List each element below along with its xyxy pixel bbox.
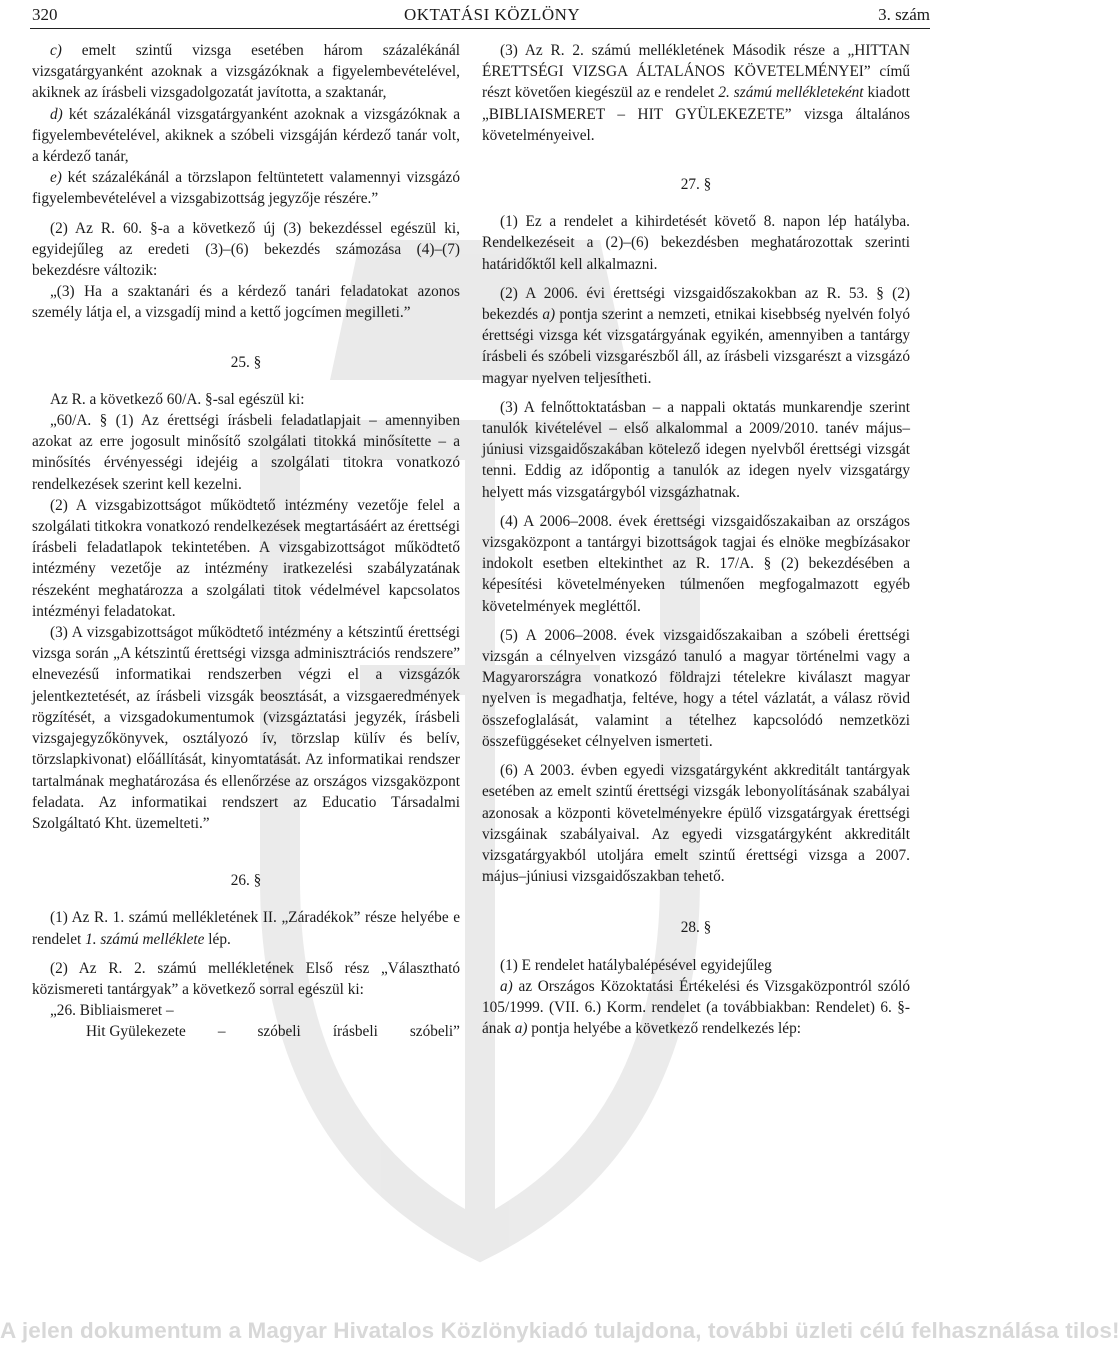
- section-28-para-1: (1) E rendelet hatálybalépésével egyidejűleg: [500, 956, 772, 974]
- section-26-line-1: „26. Bibliaismeret –: [50, 1002, 174, 1020]
- left-column: [32, 40, 460, 1043]
- copyright-footer: A jelen dokumentum a Magyar Hivatalos Közlönykiadó tulajdona, további üzleti célú felhasználása tilos!: [0, 1318, 1120, 1343]
- paragraph-quote-3: „(3) Ha a szaktanári és a kérdező tanári feladatokat azonos személy látja el, a vizsgadíj mind a kettő jogcímen megilleti.”: [32, 283, 460, 322]
- section-25-intro: Az R. a következő 60/A. §-sal egészül ki:: [50, 390, 305, 408]
- section-25-para-3: (3) A vizsgabizottságot működtető intézmény a kétszintű érettségi vizsga során „A kétszintű érettségi vizsga adminisztrációs rendszere” elnevezésű informatikai rendszerben végzi el a vizsgázók jelentkeztetését, az írásbeli vizsgák beosztását, a vizsgaeredmények rögzítését, a vizsgadokumentumok (vizsgáztatási jegyzék, írásbeli vizsgajegyzőkönyvek, osztályozó ív, törzslap külív és belív, törzslapkivonat) előállítását, kinyomtatását. Az informatikai rendszer tartalmának meghatározása és ellenőrzése az országos vizsgaközpont feladata. Az informatikai rendszert az Educatio Társadalmi Szolgáltató Kht. üzemelteti.”: [32, 624, 460, 832]
- paragraph-2: (2) Az R. 60. §-a a következő új (3) bekezdéssel egészül ki, egyidejűleg az eredeti (3)–(6) bekezdés számozása (4)–(7) bekezdésre változik:: [32, 219, 460, 280]
- section-25-heading: 25. §: [230, 353, 262, 371]
- item-e: e) két százalékánál a törzslapon feltüntetett valamennyi vizsgázó figyelembevételével a vizsgabizottság jegyzője részére.”: [32, 169, 460, 208]
- section-27-para-5: (5) A 2006–2008. évek vizsgaidőszakaiban a szóbeli érettségi vizsgán a célnyelven vizsgázó tanuló a magyar történelmi vagy a Magyarországra vonatkozó földrajzi tételekre kiválaszt magyar nyelven is megadhatja, feltéve, hogy a tétel vázlatát, a válasz rövid összefoglalását, valamint a tételhez kapcsolódó nemzetközi összefüggéseket célnyelven ismerteti.: [482, 626, 910, 750]
- section-26-para-1: (1) Az R. 1. számú mellékletének II. „Záradékok” része helyébe e rendelet 1. számú melléklete lép.: [32, 909, 460, 948]
- section-28-item-a: a) az Országos Közoktatási Értékelési és Vizsgaközpontról szóló 105/1999. (VII. 6.) Korm. rendelet (a továbbiakban: Rendelet) 6. §-ának a) pontja helyébe a következő rendelkezés lép:: [482, 977, 910, 1038]
- issue-number: 3. szám: [878, 5, 930, 24]
- header-rule: [30, 28, 930, 29]
- section-27-para-3: (3) A felnőttoktatásban – a nappali oktatás munkarendje szerint tanulók kivételével – első alkalommal a 2009/2010. tanév május–júniusi vizsgaidőszakában kötelező idegen nyelvből érettségi vizsgát tenni. Eddig az időpontig a tanulók az idegen nyelv vizsgatárgy helyett más vizsgatárgyból vizsgázhatnak.: [482, 398, 910, 501]
- item-d: d) két százalékánál vizsgatárgyanként azoknak a vizsgázóknak a figyelembevételével, akiknek a szóbeli vizsgáján kérdező tanár volt, a kérdező tanár,: [32, 105, 460, 166]
- page-header: [32, 3, 930, 27]
- section-27-heading: 27. §: [680, 176, 712, 194]
- section-27-para-4: (4) A 2006–2008. évek érettségi vizsgaidőszakaiban az országos vizsgaközpont a tantárgyi bizottságok tagjai és elnöke megbízásakor indokolt esetben eltekinthet az R. 17/A. § (2) bekezdésében a képesítési követelményeken túlmenően megfogalmazott egyéb követelmények megléttől.: [482, 512, 910, 615]
- paragraph-r3: (3) Az R. 2. számú mellékletének Második része a „HITTAN ÉRETTSÉGI VIZSGA ÁLTALÁNOS KÖVETELMÉNYEI” című részt követően kiegészül az e rendelet 2. számú mellékleteként kiadott „BIBLIAISMERET – HIT GYÜLEKEZETE” vizsga általános követelményeivel.: [482, 42, 910, 144]
- section-25-para-2: (2) A vizsgabizottságot működtető intézmény vezetője felel a szolgálati titkokra vonatkozó rendelkezések megtartásáért az érettségi írásbeli feladatlapok tekintetében. A vizsgabizottságot működtető intézmény vezetője az intézmény iratkezelési szabályzatának részeként meghatározza a szolgálati titok védelmével kapcsolatos intézményi feladatokat.: [32, 496, 460, 620]
- section-25-para-1: „60/A. § (1) Az érettségi írásbeli feladatlapjait – amennyiben azokat az erre jogosult minősítő szolgálati titokká minősítette – a minősítés érvényességi idejéig a szolgálati titokra vonatkozó rendelkezések szerint kell kezelni.: [32, 412, 460, 493]
- section-27-para-2: (2) A 2006. évi érettségi vizsgaidőszakokban az R. 53. § (2) bekezdés a) pontja szerint a nemzeti, etnikai kisebbség nyelvén folyó érettségi vizsga két vizsgatárgyának egyikén, amennyiben a tantárgy írásbeli és szóbeli vizsgarészből áll, az írásbeli vizsgarészt a vizsgázó magyar nyelven teljesítheti.: [482, 284, 910, 387]
- item-c: c) emelt szintű vizsga esetében három százalékánál vizsgatárgyanként azoknak a vizsgázóknak a figyelembevételével, akiknek az írásbeli vizsgadolgozatát javította, a szaktanár,: [32, 42, 460, 102]
- page-number: 320: [32, 5, 58, 24]
- section-27-para-6: (6) A 2003. évben egyedi vizsgatárgyként akkreditált tantárgyak esetében az emelt szintű érettségi vizsgák lebonyolításának szabályai azonosak a központi követelményekre épülő vizsgatárgyak érettségi vizsgáinak szabályaival. Az egyedi vizsgatárgyként akkreditált vizsgatárgyakból utoljára emelt szintű érettségi vizsga a 2007. május–júniusi vizsgaidőszakban tehető.: [482, 762, 910, 886]
- right-column: [482, 40, 910, 1047]
- section-28-heading: 28. §: [680, 919, 712, 937]
- journal-title: OKTATÁSI KÖZLÖNY: [404, 5, 581, 24]
- section-26-table-row: Hit Gyülekezete – szóbeli írásbeli szóbeli”: [86, 1023, 460, 1041]
- section-27-para-1: (1) Ez a rendelet a kihirdetését követő 8. napon lép hatályba. Rendelkezéseit a (2)–(6) bekezdésben meghatározottak szerinti határidőktől kell alkalmazni.: [482, 213, 910, 273]
- section-26-para-2: (2) Az R. 2. számú mellékletének Első rész „Választható közismereti tantárgyak” a következő sorral egészül ki:: [32, 959, 460, 998]
- section-26-heading: 26. §: [230, 872, 262, 890]
